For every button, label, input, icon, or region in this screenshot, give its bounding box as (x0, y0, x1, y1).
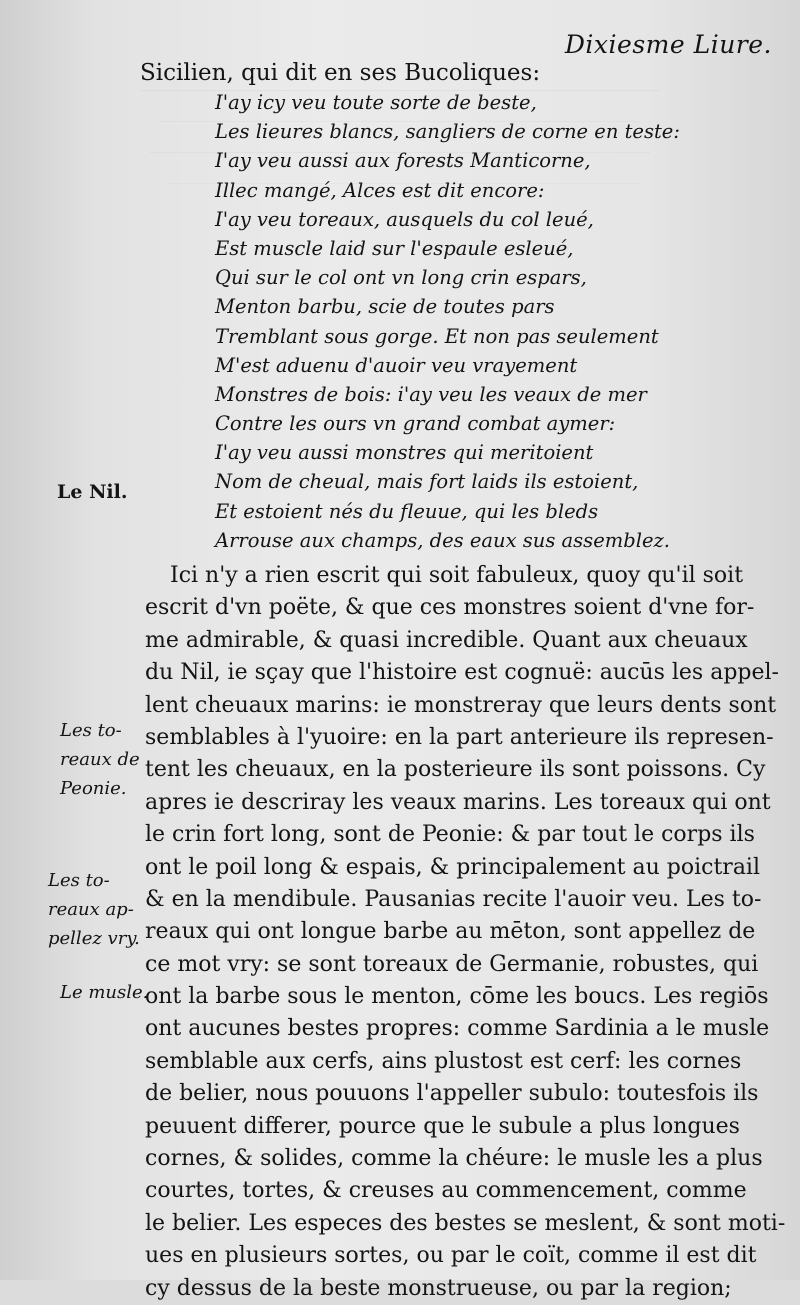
verse-line: I'ay veu aussi aux forests Manticorne, (215, 149, 591, 173)
margin-note-nil: Le Nil. (57, 481, 128, 503)
prose-line: ont le poil long & espais, & principalement au poictrail (145, 854, 761, 880)
margin-note-line: Les to- (60, 720, 122, 741)
margin-note-line: reaux de (60, 749, 140, 770)
prose-line: Ici n'y a rien escrit qui soit fabuleux, quoy qu'il soit (170, 563, 744, 588)
verse-line: I'ay veu toreaux, ausquels du col leué, (215, 207, 594, 231)
verse-line: Arrouse aux champs, des eaux sus assemblez. (215, 528, 670, 552)
margin-note-musle: Le musle. (60, 982, 149, 1003)
prose-line: ont la barbe sous le menton, cōme les boucs. Les regiōs (145, 984, 769, 1010)
verse-line: M'est aduenu d'auoir veu vrayement (215, 353, 578, 377)
prose-line: ont aucunes bestes propres: comme Sardinia a le musle (145, 1016, 770, 1042)
margin-note-line: Les to- (48, 870, 110, 891)
verse-line: Nom de cheual, mais fort laids ils estoient, (215, 470, 639, 494)
prose-line: courtes, tortes, & creuses au commencement, comme (145, 1178, 747, 1204)
prose-line: peuuent differer, pource que le subule a plus longues (145, 1113, 740, 1139)
verse-line: Les lieures blancs, sangliers de corne en teste: (215, 120, 680, 144)
prose-line: cornes, & solides, comme la chéure: le musle les a plus (145, 1146, 763, 1172)
prose-line: le belier. Les especes des bestes se meslent, & sont moti- (145, 1210, 786, 1236)
verse-line: I'ay veu aussi monstres qui meritoient (215, 441, 594, 465)
prose-line: le crin fort long, sont de Peonie: & par tout le corps ils (145, 822, 755, 848)
prose-line: reaux qui ont longue barbe au mēton, sont appellez de (145, 919, 756, 945)
margin-note-toreaux-peonie (60, 716, 140, 803)
prose-line: tent les cheuaux, en la posterieure ils sont poissons. Cy (145, 757, 766, 783)
verse-line: Qui sur le col ont vn long crin espars, (215, 266, 587, 290)
prose-line: lent cheuaux marins: ie monstreray que leurs dents sont (145, 692, 777, 718)
verse-line: Monstres de bois: i'ay veu les veaux de mer (215, 382, 647, 406)
prose-line: apres ie descriray les veaux marins. Les toreaux qui ont (145, 789, 771, 815)
verse-block (215, 88, 680, 555)
prose-line: me admirable, & quasi incredible. Quant aux cheuaux (145, 627, 748, 653)
verse-line: Contre les ours vn grand combat aymer: (215, 412, 616, 436)
prose-line: du Nil, ie sçay que l'histoire est cognuë: aucūs les appel- (145, 660, 779, 686)
prose-line: ce mot vry: se sont toreaux de Germanie, robustes, qui (145, 951, 759, 977)
verse-line: I'ay icy veu toute sorte de beste, (215, 91, 537, 114)
prose-block (145, 560, 786, 1305)
margin-note-line: reaux ap- (48, 899, 134, 920)
margin-note-line: Peonie. (60, 778, 127, 799)
prose-line: & en la mendibule. Pausanias recite l'auoir veu. Les to- (145, 886, 762, 912)
margin-note-line: pellez vry. (48, 928, 140, 949)
verse-line: Et estoient nés du fleuue, qui les bleds (215, 499, 599, 523)
verse-line: Tremblant sous gorge. Et non pas seulement (215, 324, 659, 348)
verse-intro-line: Sicilien, qui dit en ses Bucoliques: (140, 60, 541, 86)
prose-line: semblable aux cerfs, ains plustost est cerf: les cornes (145, 1048, 742, 1074)
prose-line: cy dessus de la beste monstrueuse, ou par la region; (145, 1275, 732, 1301)
prose-line: escrit d'vn poëte, & que ces monstres soient d'vne for- (145, 595, 755, 621)
prose-line: ues en plusieurs sortes, ou par le coït, comme il est dit (145, 1243, 757, 1269)
margin-note-toreaux-vry (48, 866, 140, 953)
prose-line: semblables à l'yuoire: en la part anterieure ils represen- (145, 724, 774, 750)
prose-line: de belier, nous pouuons l'appeller subulo: toutesfois ils (145, 1081, 759, 1107)
verse-line: Est muscle laid sur l'espaule esleué, (215, 236, 574, 260)
verse-line: Illec mangé, Alces est dit encore: (215, 178, 545, 202)
running-header: Dixiesme Liure. (564, 30, 772, 59)
verse-line: Menton barbu, scie de toutes pars (215, 295, 555, 319)
